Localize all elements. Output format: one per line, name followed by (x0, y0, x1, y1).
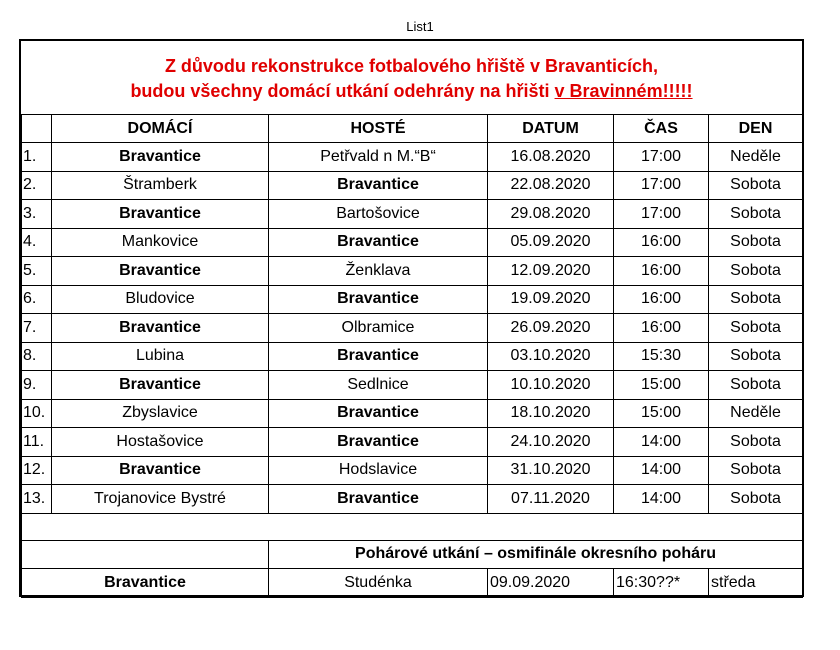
home-team: Bravantice (52, 200, 269, 229)
match-number: 9. (22, 371, 52, 400)
match-time: 16:00 (614, 257, 709, 286)
match-day: Sobota (709, 257, 803, 286)
away-team: Olbramice (269, 314, 488, 343)
match-row (22, 399, 803, 428)
match-number: 7. (22, 314, 52, 343)
match-row (22, 428, 803, 457)
match-number: 12. (22, 456, 52, 485)
match-day: Sobota (709, 485, 803, 514)
match-row (22, 371, 803, 400)
match-row (22, 285, 803, 314)
header-date: DATUM (488, 115, 614, 143)
match-time: 16:00 (614, 314, 709, 343)
match-time: 15:00 (614, 399, 709, 428)
match-number: 10. (22, 399, 52, 428)
away-team: Bravantice (269, 171, 488, 200)
match-day: Sobota (709, 228, 803, 257)
match-day: Sobota (709, 200, 803, 229)
match-date: 18.10.2020 (488, 399, 614, 428)
home-team: Zbyslavice (52, 399, 269, 428)
home-team: Štramberk (52, 171, 269, 200)
match-day: Sobota (709, 342, 803, 371)
away-team: Petřvald n M.“B“ (269, 143, 488, 172)
match-number: 2. (22, 171, 52, 200)
header-away: HOSTÉ (269, 115, 488, 143)
away-team: Sedlnice (269, 371, 488, 400)
match-date: 29.08.2020 (488, 200, 614, 229)
match-date: 24.10.2020 (488, 428, 614, 457)
home-team: Bludovice (52, 285, 269, 314)
match-time: 17:00 (614, 143, 709, 172)
match-date: 05.09.2020 (488, 228, 614, 257)
match-row (22, 171, 803, 200)
header-num (22, 115, 52, 143)
header-home: DOMÁCÍ (52, 115, 269, 143)
match-number: 4. (22, 228, 52, 257)
match-date: 22.08.2020 (488, 171, 614, 200)
match-day: Neděle (709, 143, 803, 172)
match-number: 1. (22, 143, 52, 172)
cup-title-row (22, 540, 803, 569)
away-team: Bravantice (269, 485, 488, 514)
cup-date: 09.09.2020 (488, 569, 614, 598)
notice-title (21, 54, 802, 104)
home-team: Mankovice (52, 228, 269, 257)
schedule-table (21, 114, 803, 598)
match-time: 15:30 (614, 342, 709, 371)
match-number: 13. (22, 485, 52, 514)
cup-title: Pohárové utkání – osmifinále okresního poháru (269, 540, 803, 569)
match-day: Sobota (709, 314, 803, 343)
match-time: 14:00 (614, 428, 709, 457)
notice-line-1: Z důvodu rekonstrukce fotbalového hřiště v Bravanticích, (164, 56, 659, 76)
match-number: 11. (22, 428, 52, 457)
match-date: 31.10.2020 (488, 456, 614, 485)
match-date: 26.09.2020 (488, 314, 614, 343)
match-number: 5. (22, 257, 52, 286)
match-day: Sobota (709, 456, 803, 485)
away-team: Bravantice (269, 285, 488, 314)
cup-home: Bravantice (22, 569, 269, 598)
match-day: Sobota (709, 171, 803, 200)
schedule-frame (19, 39, 804, 597)
match-number: 8. (22, 342, 52, 371)
match-row (22, 456, 803, 485)
cup-match-row (22, 569, 803, 598)
away-team: Bartošovice (269, 200, 488, 229)
away-team: Bravantice (269, 228, 488, 257)
home-team: Hostašovice (52, 428, 269, 457)
match-time: 14:00 (614, 456, 709, 485)
notice-venue: v Bravinném!!!!! (554, 81, 693, 101)
match-date: 16.08.2020 (488, 143, 614, 172)
cup-title-empty (22, 540, 269, 569)
cup-away: Studénka (269, 569, 488, 598)
home-team: Bravantice (52, 257, 269, 286)
match-row (22, 143, 803, 172)
away-team: Hodslavice (269, 456, 488, 485)
away-team: Bravantice (269, 342, 488, 371)
match-date: 10.10.2020 (488, 371, 614, 400)
away-team: Bravantice (269, 428, 488, 457)
match-time: 16:00 (614, 228, 709, 257)
home-team: Trojanovice Bystré (52, 485, 269, 514)
home-team: Bravantice (52, 456, 269, 485)
match-number: 6. (22, 285, 52, 314)
match-row (22, 228, 803, 257)
spacer-row (22, 513, 803, 540)
match-row (22, 485, 803, 514)
spacer-cell (22, 513, 803, 540)
away-team: Bravantice (269, 399, 488, 428)
home-team: Bravantice (52, 314, 269, 343)
cup-day: středa (709, 569, 803, 598)
away-team: Ženklava (269, 257, 488, 286)
match-row (22, 200, 803, 229)
cup-time: 16:30??* (614, 569, 709, 598)
match-date: 03.10.2020 (488, 342, 614, 371)
header-time: ČAS (614, 115, 709, 143)
match-time: 16:00 (614, 285, 709, 314)
match-day: Neděle (709, 399, 803, 428)
notice-line-2-prefix: budou všechny domácí utkání odehrány na hřišti (130, 81, 555, 101)
match-time: 17:00 (614, 171, 709, 200)
notice-line-2 (21, 79, 802, 104)
match-row (22, 257, 803, 286)
match-time: 14:00 (614, 485, 709, 514)
match-date: 19.09.2020 (488, 285, 614, 314)
home-team: Bravantice (52, 143, 269, 172)
match-list (22, 143, 803, 514)
match-time: 17:00 (614, 200, 709, 229)
match-row (22, 314, 803, 343)
match-day: Sobota (709, 285, 803, 314)
header-row (22, 115, 803, 143)
match-time: 15:00 (614, 371, 709, 400)
match-day: Sobota (709, 371, 803, 400)
match-number: 3. (22, 200, 52, 229)
match-row (22, 342, 803, 371)
header-day: DEN (709, 115, 803, 143)
match-date: 12.09.2020 (488, 257, 614, 286)
sheet-name: List1 (406, 19, 434, 34)
home-team: Bravantice (52, 371, 269, 400)
match-date: 07.11.2020 (488, 485, 614, 514)
match-day: Sobota (709, 428, 803, 457)
home-team: Lubina (52, 342, 269, 371)
